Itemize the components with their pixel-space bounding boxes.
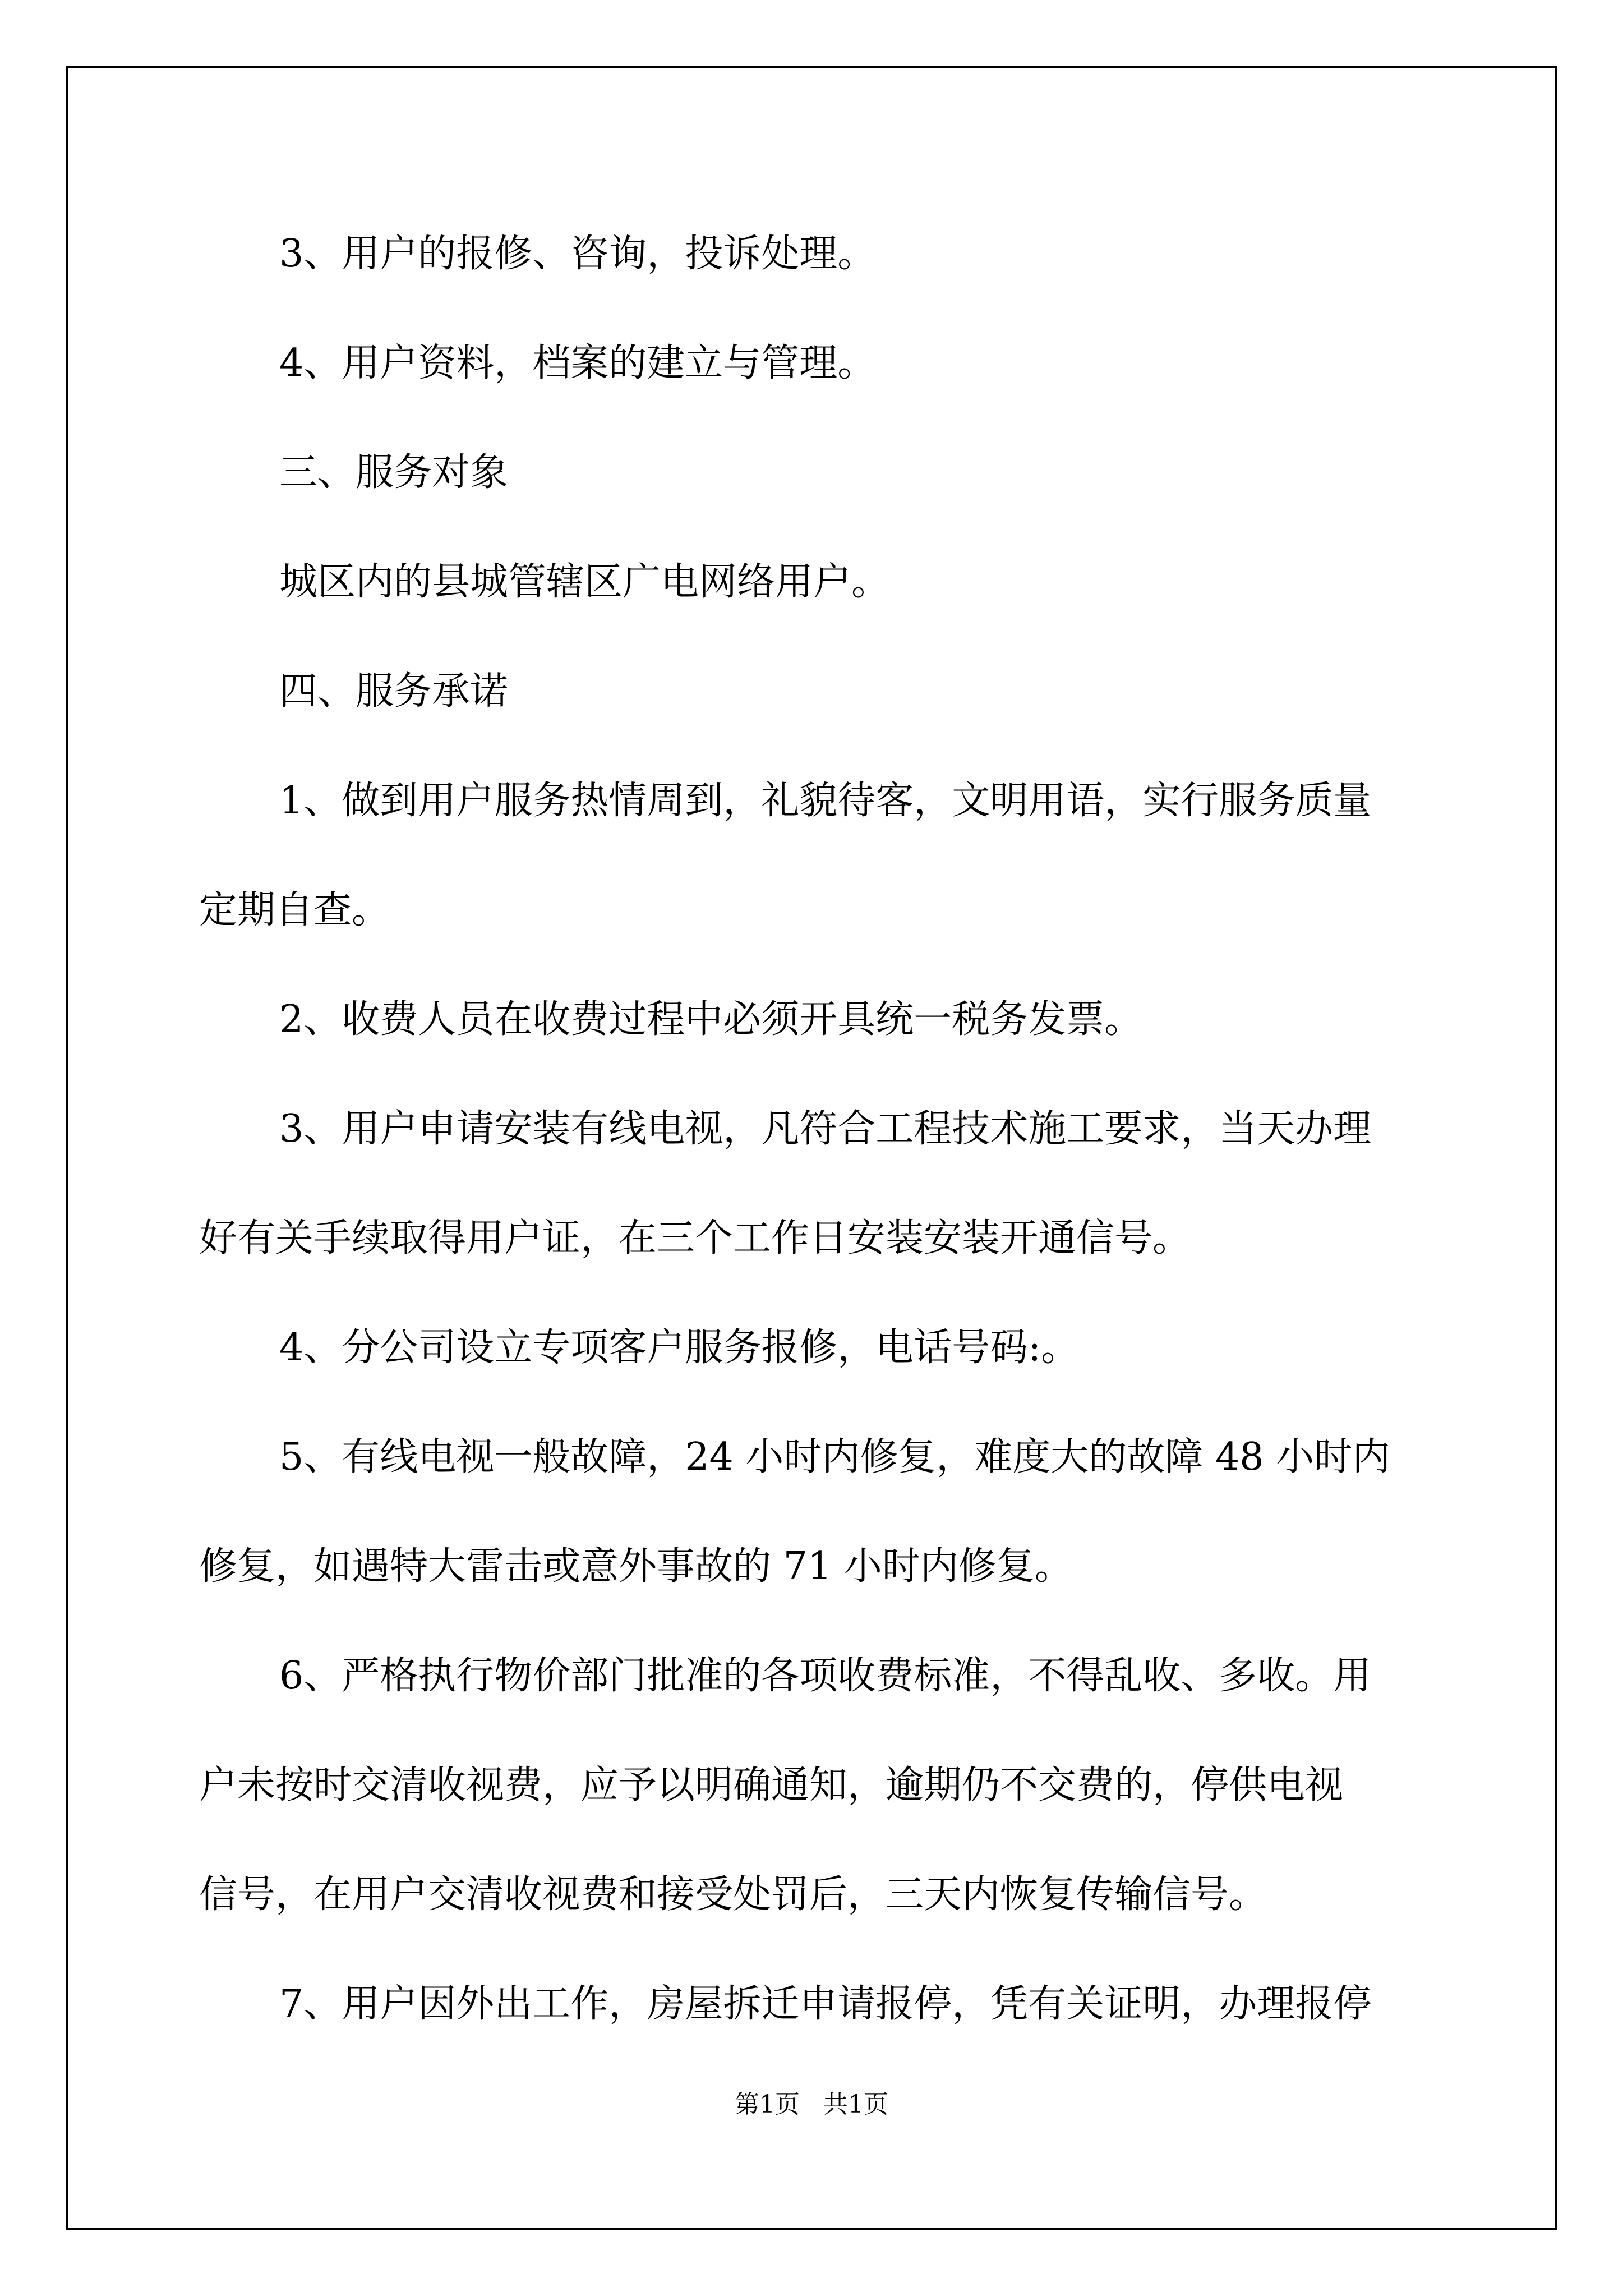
paragraph-line: 修复，如遇特大雷击或意外事故的 71 小时内修复。 <box>199 1544 1073 1589</box>
paragraph-line: 3、用户申请安装有线电视，凡符合工程技术施工要求，当天办理 <box>279 1107 1372 1151</box>
paragraph-line: 1、做到用户服务热情周到，礼貌待客，文明用语，实行服务质量 <box>279 779 1372 823</box>
page-footer: 第1页 共1页 <box>735 2090 888 2119</box>
paragraph-line: 定期自查。 <box>199 888 390 932</box>
paragraph-line: 3、用户的报修、咨询，投诉处理。 <box>279 232 876 276</box>
paragraph-line: 城区内的县城管辖区广电网络用户。 <box>279 560 890 604</box>
paragraph-line: 6、严格执行物价部门批准的各项收费标准，不得乱收、多收。用 <box>279 1654 1372 1698</box>
section-heading: 三、服务对象 <box>279 450 509 495</box>
paragraph-line: 4、用户资料，档案的建立与管理。 <box>279 341 876 385</box>
paragraph-line: 信号，在用户交清收视费和接受处罚后，三天内恢复传输信号。 <box>199 1872 1267 1917</box>
paragraph-line: 5、有线电视一般故障，24 小时内修复，难度大的故障 48 小时内 <box>279 1435 1391 1479</box>
paragraph-line: 2、收费人员在收费过程中必须开具统一税务发票。 <box>279 997 1143 1042</box>
section-heading: 四、服务承诺 <box>279 669 509 714</box>
paragraph-line: 7、用户因外出工作，房屋拆迁申请报停，凭有关证明，办理报停 <box>279 1982 1372 2026</box>
paragraph-line: 好有关手续取得用户证，在三个工作日安装安装开通信号。 <box>199 1216 1191 1260</box>
paragraph-line: 户未按时交清收视费，应予以明确通知，逾期仍不交费的，停供电视 <box>199 1763 1344 1807</box>
paragraph-line: 4、分公司设立专项客户服务报修，电话号码:。 <box>279 1326 1080 1370</box>
